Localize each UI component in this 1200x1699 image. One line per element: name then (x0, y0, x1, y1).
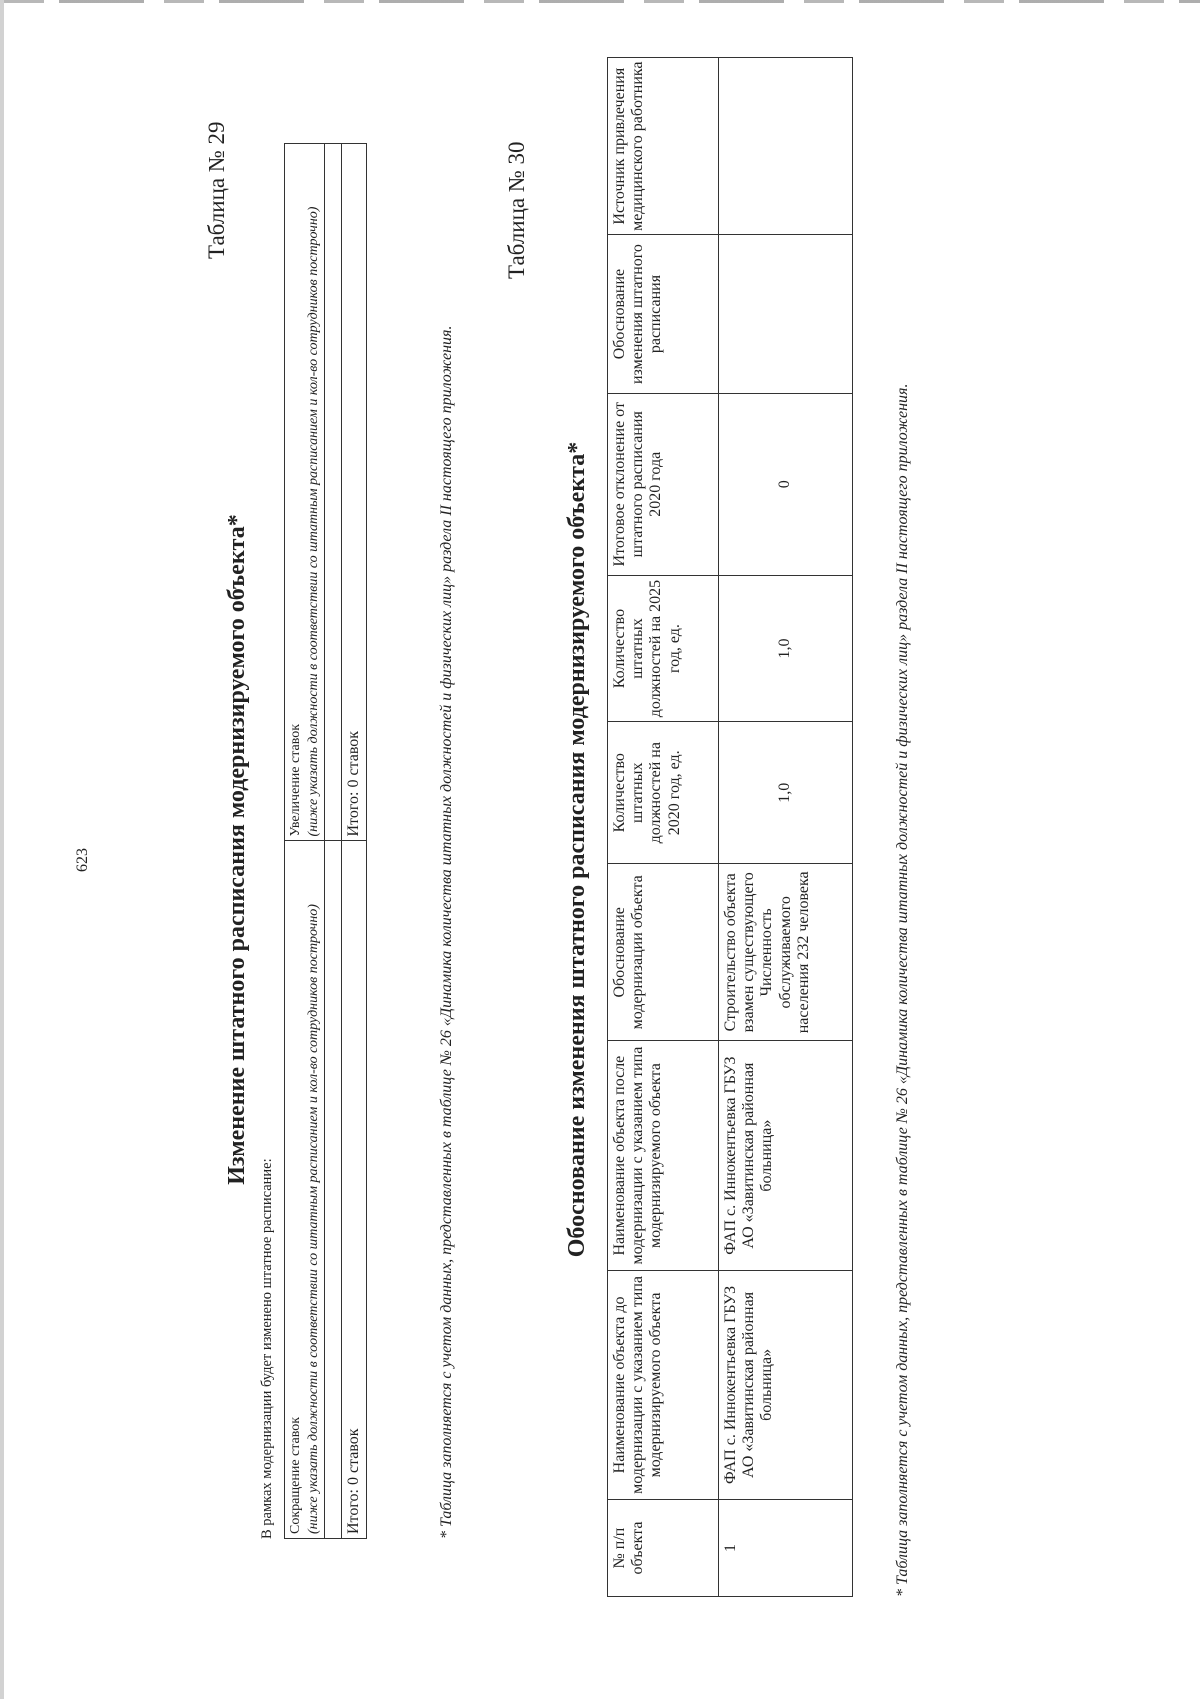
cell-source (719, 58, 853, 235)
table30-footnote: * Таблица заполняется с учетом данных, представленных в таблице № 26 «Динамика количества штатных должностей и физических лиц» раздела II настоящего приложения. (894, 383, 911, 1597)
cell-deviation: 0 (719, 393, 853, 575)
reduction-total: Итого: 0 ставок (342, 841, 367, 1539)
table29-header-row (285, 144, 325, 1539)
cell-after: ФАП с. Иннокентьевка ГБУЗ АО «Завитинская районная больница» (719, 1041, 853, 1270)
cell-staff-2025: 1,0 (719, 575, 853, 722)
col-header-before: Наименование объекта до модернизации с указанием типа модернизируемого объекта (608, 1270, 719, 1499)
table29-label: Таблица № 29 (204, 121, 229, 259)
increase-note: (ниже указать должности в соответствии со штатным расписанием и кол-во сотрудников построчно) (305, 206, 321, 837)
page-number: 623 (74, 848, 91, 872)
table29-title: Изменение штатного расписания модернизируемого объекта* (224, 514, 250, 1185)
col-header-justification: Обоснование модернизации объекта (608, 864, 719, 1041)
increase-cell (285, 144, 325, 842)
cell-change-reason (719, 235, 853, 393)
table29-empty-cell (325, 144, 342, 842)
col-header-change-reason: Обоснование изменения штатного расписания (608, 235, 719, 393)
rotated-page-content (4, 0, 1200, 1699)
col-header-staff-2025: Количество штатных должностей на 2025 год, ед. (608, 575, 719, 722)
reduction-header: Сокращение ставок (288, 1416, 303, 1534)
cell-before: ФАП с. Иннокентьевка ГБУЗ АО «Завитинская районная больница» (719, 1270, 853, 1499)
increase-total: Итого: 0 ставок (342, 144, 367, 842)
col-header-num: № п/п объекта (608, 1500, 719, 1597)
table30-justification (607, 57, 853, 1597)
document-page (4, 0, 1200, 1699)
table30-header-row (608, 58, 719, 1597)
table29-empty-row (325, 144, 342, 1539)
col-header-source: Источник привлечения медицинского работника (608, 58, 719, 235)
increase-header: Увеличение ставок (288, 723, 303, 837)
cell-staff-2020: 1,0 (719, 722, 853, 864)
table29-total-row (342, 144, 367, 1539)
cell-justification: Строительство объекта взамен существующего Численность обслуживаемого населения 232 человека (719, 864, 853, 1041)
table-row (719, 58, 853, 1597)
col-header-staff-2020: Количество штатных должностей на 2020 год, ед. (608, 722, 719, 864)
table29-footnote: * Таблица заполняется с учетом данных, представленных в таблице № 26 «Динамика количества штатных должностей и физических лиц» раздела II настоящего приложения. (438, 325, 455, 1539)
table29-intro: В рамках модернизации будет изменено штатное расписание: (259, 1158, 275, 1539)
col-header-after: Наименование объекта после модернизации с указанием типа модернизируемого объекта (608, 1041, 719, 1270)
col-header-deviation: Итоговое отклонение от штатного расписания 2020 года (608, 393, 719, 575)
cell-num: 1 (719, 1500, 853, 1597)
reduction-note: (ниже указать должности в соответствии со штатным расписанием и кол-во сотрудников построчно) (305, 904, 321, 1534)
table30-title: Обоснование изменения штатного расписания модернизируемого объекта* (564, 441, 590, 1258)
reduction-cell (285, 841, 325, 1539)
table29-empty-cell (325, 841, 342, 1539)
table29-staff-change (284, 143, 367, 1539)
table30-label: Таблица № 30 (504, 141, 529, 279)
